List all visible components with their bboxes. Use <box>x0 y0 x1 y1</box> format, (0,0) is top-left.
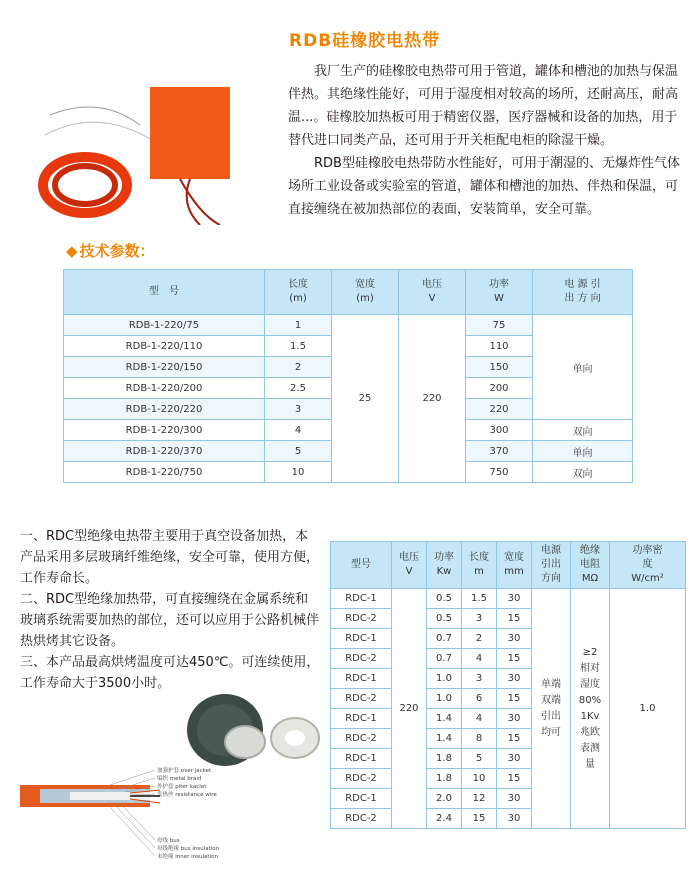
cell-text: 相对 <box>580 662 600 674</box>
cell-text: 湿度 <box>580 678 600 690</box>
col-width <box>332 270 399 315</box>
cable-leader-lines <box>110 770 155 856</box>
table-cell: 0.5 <box>427 609 462 629</box>
cell-text: 表测 <box>580 742 600 754</box>
cell-text: 均可 <box>541 726 561 738</box>
table-cell: 30 <box>497 589 532 609</box>
col-power <box>427 542 462 589</box>
shared-lead <box>532 589 571 829</box>
table-cell: 1.0 <box>427 669 462 689</box>
table-cell: 200 <box>466 378 533 399</box>
table-cell: 双向 <box>533 462 633 483</box>
table-cell: 30 <box>497 749 532 769</box>
table-cell: 30 <box>497 669 532 689</box>
col-length <box>462 542 497 589</box>
table-cell: 10 <box>265 462 332 483</box>
table-cell: RDC-2 <box>331 649 392 669</box>
table-cell: RDC-2 <box>331 729 392 749</box>
shared-voltage: 220 <box>399 315 466 483</box>
cell-text: MΩ <box>581 573 599 584</box>
shared-voltage: 220 <box>392 589 427 829</box>
cable-label: 末绝缘 inner insulation <box>157 854 218 860</box>
cell-text: mm <box>504 566 524 577</box>
col-length <box>265 270 332 315</box>
table-cell: RDB-1-220/75 <box>64 315 265 336</box>
cable-label: 母线 bus <box>157 838 180 844</box>
table-cell: 5 <box>265 441 332 462</box>
cell-text: 引出 <box>541 710 561 722</box>
cell-text: 量 <box>585 758 595 770</box>
table-cell: RDB-1-220/150 <box>64 357 265 378</box>
cell-text: 电压 <box>399 552 419 563</box>
table-cell: 2.0 <box>427 789 462 809</box>
cell-text: 单端 <box>541 678 561 690</box>
intro-text <box>288 60 688 221</box>
table-cell: RDB-1-220/750 <box>64 462 265 483</box>
table-cell: 150 <box>466 357 533 378</box>
cell-text: ≥2 <box>582 646 598 658</box>
table-cell: RDB-1-220/110 <box>64 336 265 357</box>
cable-label: 编织 metal braid <box>157 776 202 782</box>
table-cell: 2 <box>265 357 332 378</box>
cell-text: 型 号 <box>149 286 179 297</box>
table-cell: 双向 <box>533 420 633 441</box>
cable-label: 发热丝 resistance wire <box>157 792 217 798</box>
cell-text: W/cm² <box>631 573 664 584</box>
cell-text: 电源 <box>541 545 561 556</box>
col-density <box>610 542 686 589</box>
col-model <box>64 270 265 315</box>
cell-text: 长度 <box>288 279 308 290</box>
col-lead <box>532 542 571 589</box>
shared-density: 1.0 <box>610 589 686 829</box>
table-cell: 30 <box>497 709 532 729</box>
cell-text: 功率 <box>489 279 509 290</box>
table-cell: 2.4 <box>427 809 462 829</box>
intro-paragraph: 我厂生产的硅橡胶电热带可用于管道，罐体和槽池的加热与保温伴热。其绝缘性能好，可用于湿度相对较高的场所，还耐高压，耐高温...。硅橡胶加热板可用于精密仪器，医疗器械和设备的加热，用于替代进口同类产品，还可用于开关柜配电柜的除湿干燥。 <box>288 64 679 148</box>
table-cell: 0.7 <box>427 629 462 649</box>
table-cell: RDC-1 <box>331 709 392 729</box>
table-cell: 300 <box>466 420 533 441</box>
shared-width: 25 <box>332 315 399 483</box>
table-cell: 1.5 <box>265 336 332 357</box>
cell-text: 80% <box>578 694 602 706</box>
table-cell: RDC-1 <box>331 629 392 649</box>
col-lead <box>533 270 633 315</box>
table-cell: 1.0 <box>427 689 462 709</box>
cell-text: 宽度 <box>504 552 524 563</box>
cable-label: 母线绝缘 bus insulation <box>157 846 220 852</box>
cell-text: 绝缘 <box>580 545 600 556</box>
table-cell: RDC-2 <box>331 809 392 829</box>
table-cell: 15 <box>497 689 532 709</box>
cell-text: 电阻 <box>580 559 600 570</box>
cable-label: 外护套 piter kaclet <box>157 784 207 790</box>
cell-text: Kw <box>436 566 452 577</box>
table-cell: 1.8 <box>427 769 462 789</box>
col-voltage <box>399 270 466 315</box>
table-cell: 4 <box>265 420 332 441</box>
rdb-spec-table <box>63 269 633 483</box>
table-cell: 15 <box>497 649 532 669</box>
shared-insulation <box>571 589 610 829</box>
cable-layers <box>20 785 160 807</box>
table-cell: 6 <box>462 689 497 709</box>
table-cell: 110 <box>466 336 533 357</box>
heater-tape-coil <box>43 107 160 213</box>
rdc-spec-table <box>330 541 686 829</box>
cell-text: 电 源 引 <box>564 279 601 290</box>
cell-text: 1Kv <box>580 710 600 722</box>
table-cell: RDC-2 <box>331 689 392 709</box>
cell-text: 引出 <box>541 559 561 570</box>
table-cell: 1.4 <box>427 729 462 749</box>
table-cell: 0.5 <box>427 589 462 609</box>
lead-single: 单向 <box>533 315 633 420</box>
table-header-row <box>64 270 633 315</box>
table-cell: RDC-2 <box>331 769 392 789</box>
table-row <box>64 315 633 336</box>
table-cell: 15 <box>497 729 532 749</box>
table-cell: RDB-1-220/300 <box>64 420 265 441</box>
table-cell: RDC-1 <box>331 789 392 809</box>
table-cell: 8 <box>462 729 497 749</box>
col-width <box>497 542 532 589</box>
cell-text: 方向 <box>541 573 561 584</box>
table-header-row <box>331 542 686 589</box>
cell-text: 度 <box>642 559 653 570</box>
cell-text: 技术参数： <box>79 242 155 260</box>
table-cell: 12 <box>462 789 497 809</box>
table-cell: 30 <box>497 809 532 829</box>
table-cell: 15 <box>497 769 532 789</box>
table-cell: 4 <box>462 709 497 729</box>
table-cell: 220 <box>466 399 533 420</box>
cell-text: 功率 <box>434 552 454 563</box>
cell-text: 型号 <box>351 559 371 570</box>
table-cell: RDC-1 <box>331 589 392 609</box>
table-row <box>331 589 686 609</box>
table-cell: 3 <box>462 669 497 689</box>
cell-text: 兆欧 <box>580 726 600 738</box>
cell-text: 功率密 <box>632 545 663 556</box>
table-cell: 5 <box>462 749 497 769</box>
table-cell: RDB-1-220/370 <box>64 441 265 462</box>
table-cell: RDC-2 <box>331 609 392 629</box>
cell-text: W <box>494 293 504 304</box>
table-cell: 2.5 <box>265 378 332 399</box>
heater-product-photo <box>30 75 270 225</box>
table-cell: 2 <box>462 629 497 649</box>
page-title: RDB硅橡胶电热带 <box>289 31 441 51</box>
white-coil <box>225 726 265 758</box>
heater-pad <box>150 87 230 225</box>
diamond-icon: ◆ <box>66 242 78 260</box>
table-cell: 1.8 <box>427 749 462 769</box>
intro-paragraph: RDB型硅橡胶电热带防水性能好，可用于潮湿的、无爆炸性气体场所工业设备或实验室的管道，罐体和槽池的加热、伴热和保温，可直接缠绕在被加热部位的表面，安装简单，安全可靠。 <box>288 156 680 217</box>
table-cell: 3 <box>462 609 497 629</box>
cable-structure-diagram <box>10 765 240 865</box>
table-cell: 75 <box>466 315 533 336</box>
col-model <box>331 542 392 589</box>
cell-text: (m) <box>356 293 374 304</box>
table-cell: 15 <box>462 809 497 829</box>
table-cell: 0.7 <box>427 649 462 669</box>
table-cell: 30 <box>497 629 532 649</box>
spec-heading <box>66 240 155 261</box>
table-cell: 1 <box>265 315 332 336</box>
col-voltage <box>392 542 427 589</box>
table-cell: 30 <box>497 789 532 809</box>
cell-text: 长度 <box>469 552 489 563</box>
cell-text: 双端 <box>541 694 561 706</box>
cell-text: 出 方 向 <box>564 293 601 304</box>
cell-text: m <box>474 566 484 577</box>
cable-label: 加强护套 over jacket <box>157 768 212 774</box>
table-cell: 4 <box>462 649 497 669</box>
table-cell: 1.5 <box>462 589 497 609</box>
col-power <box>466 270 533 315</box>
cell-text: 宽度 <box>355 279 375 290</box>
table-cell: 750 <box>466 462 533 483</box>
table-cell: 10 <box>462 769 497 789</box>
cell-text: 电压 <box>422 279 442 290</box>
table-cell: 单向 <box>533 441 633 462</box>
cell-text: V <box>428 293 436 304</box>
table-cell: RDC-1 <box>331 669 392 689</box>
table-cell: 3 <box>265 399 332 420</box>
col-insulation <box>571 542 610 589</box>
table-cell: 370 <box>466 441 533 462</box>
table-cell: RDB-1-220/220 <box>64 399 265 420</box>
table-cell: RDC-1 <box>331 749 392 769</box>
table-cell: RDB-1-220/200 <box>64 378 265 399</box>
cell-text: V <box>405 566 413 577</box>
cell-text: (m) <box>289 293 307 304</box>
rdc-description: 一、RDC型绝缘电热带主要用于真空设备加热，本产品采用多层玻璃纤维绝缘，安全可靠，使用方便，工作寿命长。 二、RDC型绝缘加热带，可直接缠绕在金属系统和玻璃系统需要加热的部位，还可以应用于公路机械伴热烘烤其它设备。 三、本产品最高烘烤温度可达450℃。可连续使用，工作寿命大于3500小时。 <box>20 529 320 691</box>
table-cell: 1.4 <box>427 709 462 729</box>
table-cell: 15 <box>497 609 532 629</box>
